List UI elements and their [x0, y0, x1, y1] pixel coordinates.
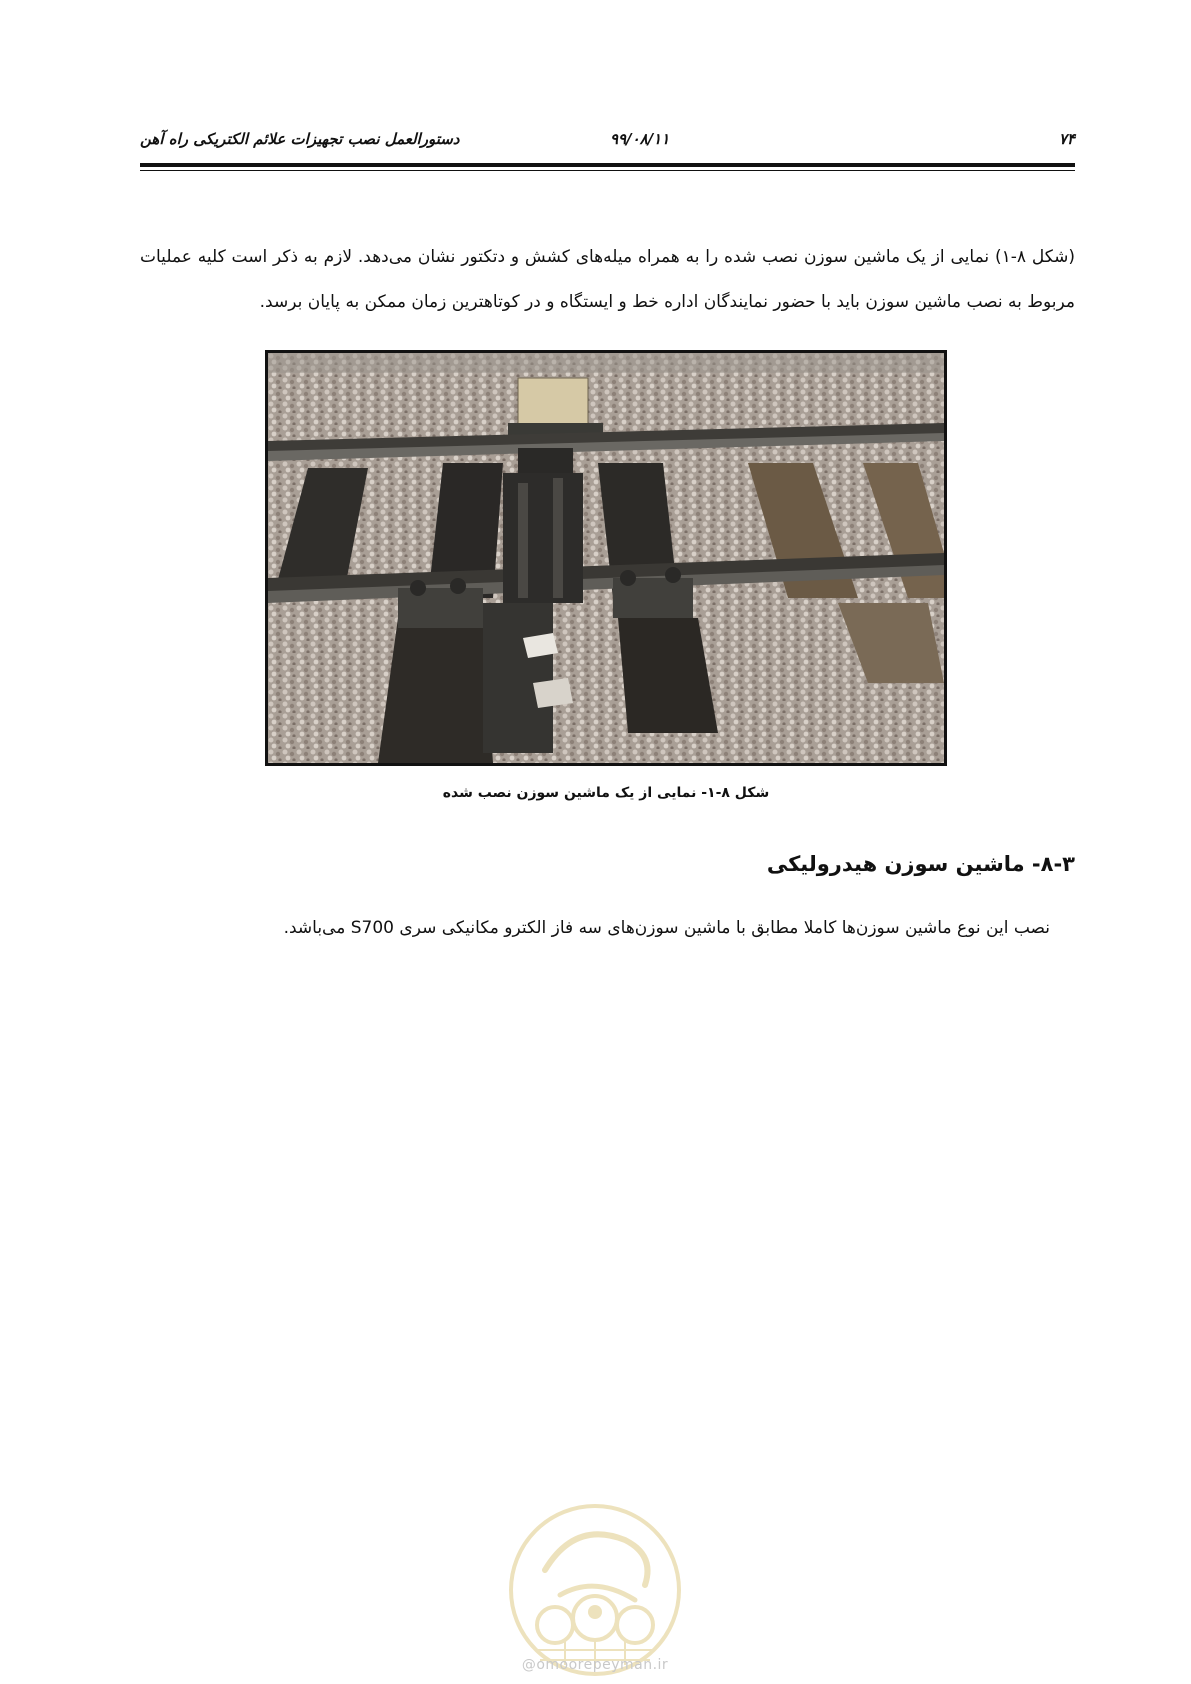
watermark-url: @omoorepeyman.ir — [521, 1657, 669, 1673]
document-title: دستورالعمل نصب تجهیزات علائم الکتریکی راه آهن — [140, 130, 460, 148]
header-divider-thick — [140, 163, 1075, 167]
section-body: نصب این نوع ماشین سوزن‌ها کاملا مطابق با ماشین سوزن‌های سه فاز الکترو مکانیکی سری S700 می‌باشد. — [283, 918, 1050, 938]
figure-photo-switch-machine — [265, 350, 947, 766]
railway-photo-illustration — [268, 353, 944, 763]
watermark-logo — [505, 1500, 685, 1680]
header-date: ۹۹/۰۸/۱۱ — [610, 130, 670, 148]
intro-paragraph: (شکل ۸-۱) نمایی از یک ماشین سوزن نصب شده را به همراه میله‌های کشش و دتکتور نشان می‌دهد. لازم به ذکر است کلیه عملیات مربوط به نصب ماشین سوزن باید با حضور نمایندگان اداره خط و ایستگاه و در کوتاهترین زمان ممکن به پایان برسد. — [140, 247, 1075, 312]
section-heading: ۸-۳- ماشین سوزن هیدرولیکی — [766, 852, 1075, 876]
watermark-seal-icon — [505, 1500, 685, 1680]
page-number: ۷۴ — [1058, 130, 1075, 148]
header-divider-thin — [140, 170, 1075, 171]
page-header — [140, 130, 1075, 152]
figure-caption: شکل ۸-۱- نمایی از یک ماشین سوزن نصب شده — [442, 785, 770, 801]
